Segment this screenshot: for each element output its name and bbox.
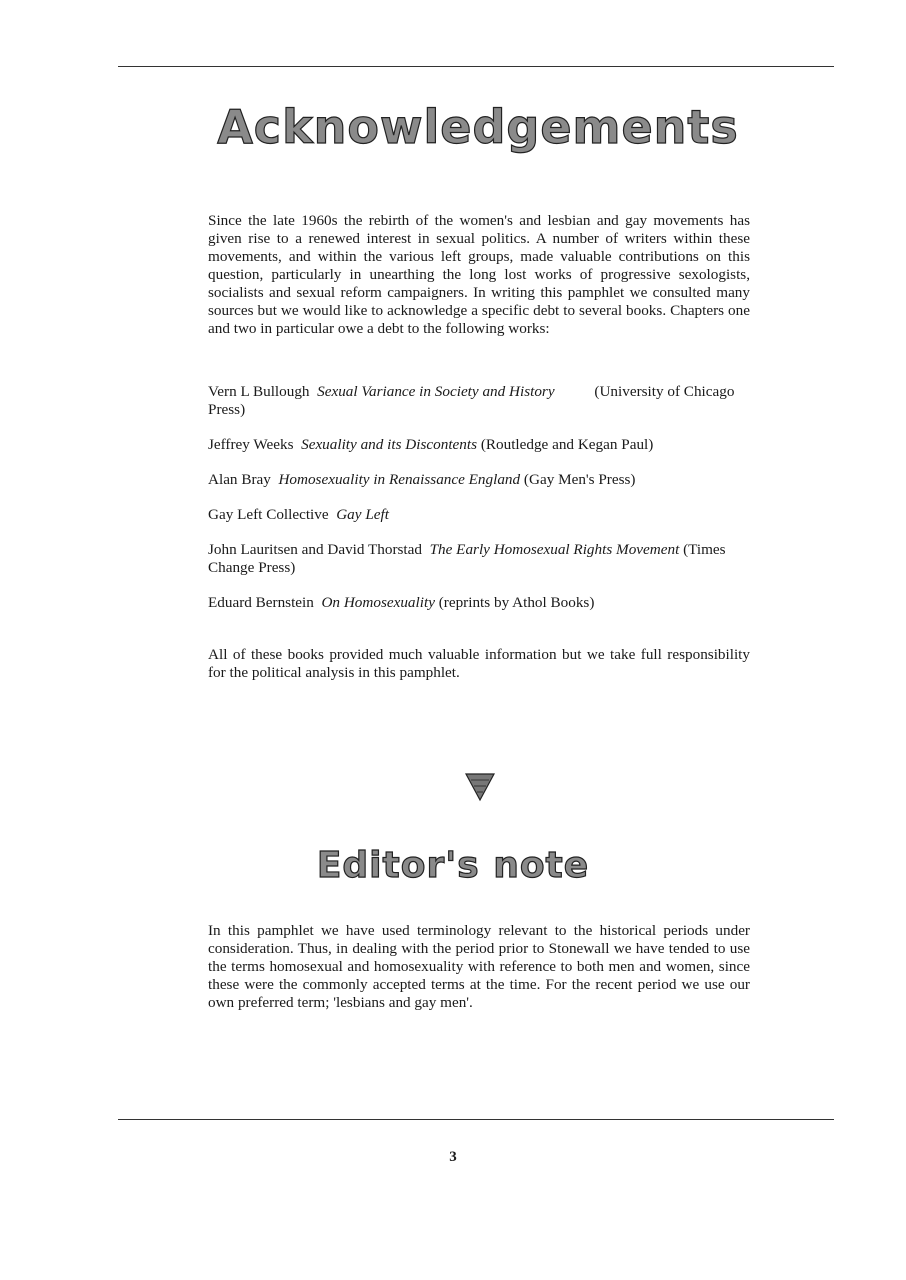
top-rule: [118, 66, 834, 67]
reference-item: [208, 383, 753, 419]
reference-publisher: (Routledge and Kegan Paul): [480, 436, 654, 453]
bottom-rule: [118, 1119, 834, 1120]
reference-publisher: (Gay Men's Press): [523, 471, 636, 488]
reference-item: [208, 436, 753, 454]
acknowledgements-heading: Acknowledgements: [217, 100, 739, 154]
editors-note-text: In this pamphlet we have used terminology relevant to the historical periods under consideration. Thus, in dealing with the period prior to Stonewall we have tended to use the terms homosexual and homosexuality with reference to both men and women, since these were the commonly accepted terms at the time. For the recent period we use our own preferred term; 'lesbians and gay men'.: [208, 922, 750, 1011]
reference-author: Vern L Bullough: [208, 383, 310, 400]
inverted-triangle-icon: [465, 772, 495, 802]
page-number: 3: [449, 1149, 457, 1165]
reference-author: Gay Left Collective: [208, 506, 329, 523]
reference-publisher: (reprints by Athol Books): [438, 594, 595, 611]
reference-title: Sexual Variance in Society and History: [317, 383, 555, 400]
reference-list: [208, 383, 753, 629]
acknowledgements-closing: All of these books provided much valuable information but we take full responsibility for the political analysis in this pamphlet.: [208, 646, 750, 681]
reference-title: Gay Left: [336, 506, 389, 523]
editors-note-heading: Editor's note: [316, 845, 590, 886]
reference-title: Sexuality and its Discontents: [301, 436, 478, 453]
reference-title: On Homosexuality: [321, 594, 435, 611]
reference-item: [208, 471, 753, 489]
reference-publisher: (University of Chicago Press): [208, 383, 735, 418]
reference-publisher: (Times Change Press): [208, 541, 726, 576]
reference-item: [208, 541, 753, 577]
reference-title: Homosexuality in Renaissance England: [278, 471, 521, 488]
reference-item: [208, 506, 753, 524]
reference-author: Jeffrey Weeks: [208, 436, 294, 453]
reference-author: John Lauritsen and David Thorstad: [208, 541, 422, 558]
reference-title: The Early Homosexual Rights Movement: [429, 541, 680, 558]
reference-author: Eduard Bernstein: [208, 594, 314, 611]
reference-item: [208, 594, 753, 612]
acknowledgements-intro: Since the late 1960s the rebirth of the women's and lesbian and gay movements has given rise to a renewed interest in sexual politics. A number of writers within these movements, and within the various left groups, made valuable contributions on this question, particularly in unearthing the long lost works of progressive sexologists, socialists and sexual reform campaigners. In writing this pamphlet we consulted many sources but we would like to acknowledge a specific debt to several books. Chapters one and two in particular owe a debt to the following works:: [208, 212, 750, 337]
reference-author: Alan Bray: [208, 471, 271, 488]
